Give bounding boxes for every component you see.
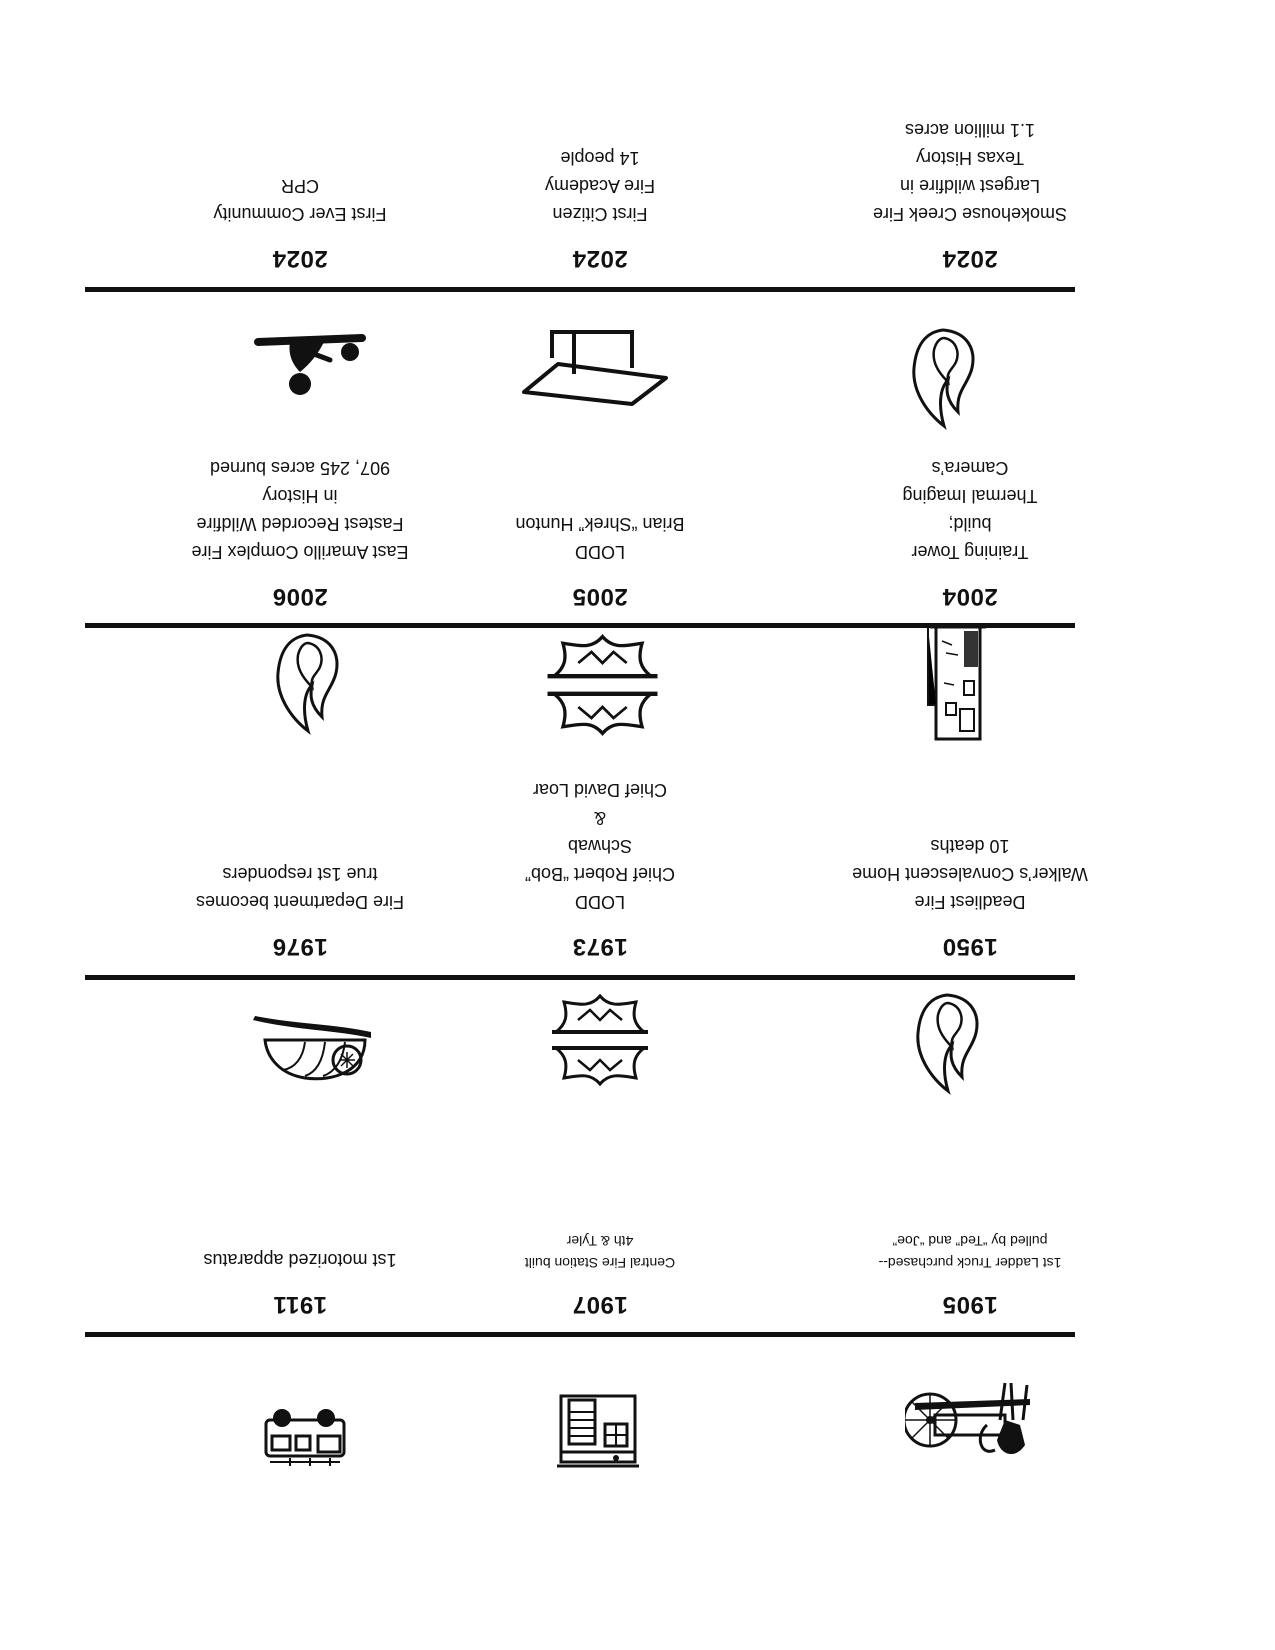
entry-year: 1976 xyxy=(272,933,328,960)
entry-year: 2024 xyxy=(572,245,628,272)
entry-year: 2005 xyxy=(572,583,628,610)
firefighter-helmet-icon xyxy=(250,1005,375,1090)
entry-description: LODD Chief Robert “Bob” Schwab & Chief David Loar xyxy=(524,780,676,912)
timeline-entry xyxy=(805,454,1135,610)
fire-truck-icon xyxy=(260,1398,350,1468)
fire-station-building-icon xyxy=(553,1390,643,1470)
entry-year: 2024 xyxy=(272,245,328,272)
flame-icon xyxy=(908,325,978,430)
flame-icon xyxy=(912,990,982,1095)
timeline-divider xyxy=(85,975,1075,980)
timeline-divider xyxy=(85,623,1075,628)
entry-year: 2006 xyxy=(272,583,328,610)
entry-description: Smokehouse Creek Fire Largest wildfire in Texas History 1.1 million acres xyxy=(872,120,1068,224)
entry-year: 1907 xyxy=(572,1291,628,1318)
flame-icon xyxy=(272,630,342,735)
maltese-cross-badge-icon xyxy=(545,630,660,740)
training-tower-icon xyxy=(925,620,990,745)
timeline-entry xyxy=(435,510,765,610)
timeline-divider xyxy=(85,287,1075,292)
entry-year: 1911 xyxy=(272,1291,328,1318)
timeline-entry xyxy=(805,1230,1135,1318)
timeline-entry xyxy=(135,1246,465,1318)
entry-description: 1st Ladder Truck purchased-- pulled by “Ted” and “Joe” xyxy=(878,1233,1062,1271)
entry-description: First Citizen Fire Academy 14 people xyxy=(544,148,656,224)
entry-description: Deadliest Fire Walker’s Convalescent Home 10 deaths xyxy=(852,836,1088,912)
entry-description: Fire Department becomes true 1st responders xyxy=(195,864,405,912)
entry-year: 1973 xyxy=(572,933,628,960)
timeline-entry xyxy=(135,172,465,272)
timeline-entry xyxy=(435,776,765,960)
entry-year: 1905 xyxy=(942,1291,998,1318)
timeline-entry xyxy=(805,832,1135,960)
entry-description: East Amarillo Complex Fire Fastest Recorded Wildfire in History 907, 245 acres burned xyxy=(191,458,409,562)
horse-drawn-ladder-truck-icon xyxy=(905,1375,1035,1465)
entry-description: LODD Brian “Shrek” Hunton xyxy=(515,514,685,562)
entry-description: First Ever Community CPR xyxy=(213,176,387,224)
entry-year: 2024 xyxy=(942,245,998,272)
maltese-cross-badge-icon xyxy=(550,990,650,1090)
timeline-entry xyxy=(435,144,765,272)
entry-year: 1950 xyxy=(942,933,998,960)
timeline-divider xyxy=(85,1332,1075,1337)
graduation-cap-icon xyxy=(520,325,670,410)
timeline-entry xyxy=(135,860,465,960)
timeline-entry xyxy=(805,116,1135,272)
entry-description: 1st motorized apparatus xyxy=(203,1250,397,1270)
timeline-entry xyxy=(135,454,465,610)
entry-year: 2004 xyxy=(942,583,998,610)
entry-description: Central Fire Station built 4th & Tyler xyxy=(524,1233,676,1271)
cpr-person-icon xyxy=(250,320,370,400)
timeline-entry xyxy=(435,1230,765,1318)
entry-description: Training Tower build; Thermal Imaging Camera’s xyxy=(902,458,1038,562)
